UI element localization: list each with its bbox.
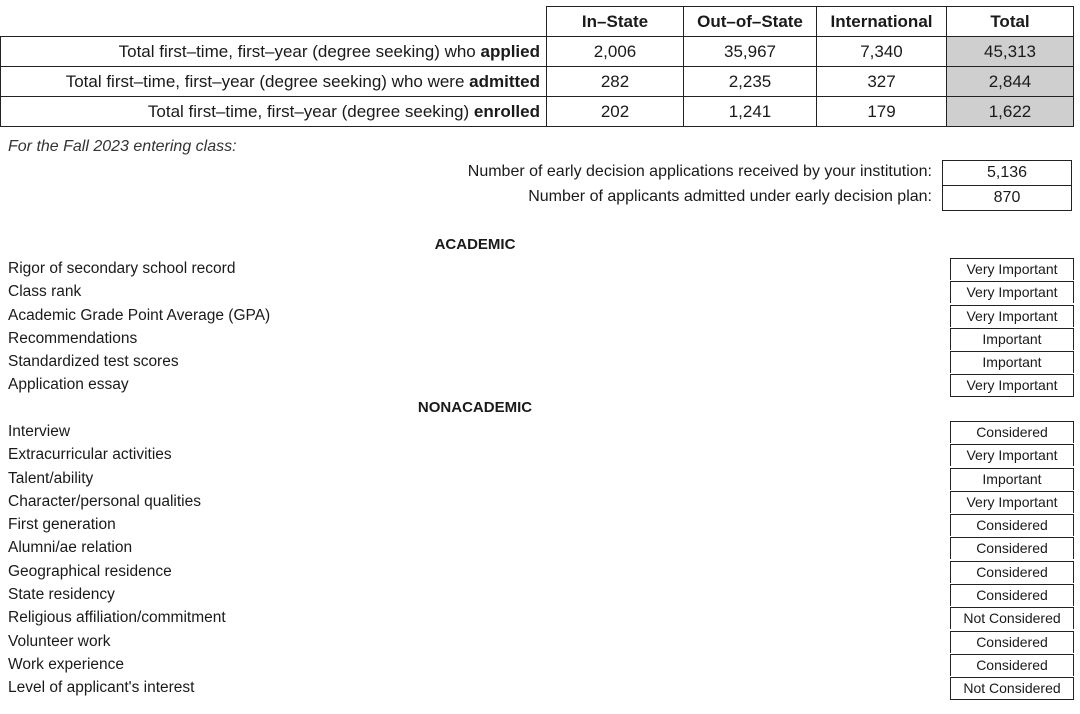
- factor-importance: Considered: [950, 631, 1074, 653]
- cell-applied-total: 45,313: [947, 37, 1074, 67]
- factor-importance: Considered: [950, 421, 1074, 443]
- factor-name: Standardized test scores: [8, 353, 179, 371]
- nonacademic-section-title: NONACADEMIC: [417, 399, 533, 416]
- cell-applied-in-state: 2,006: [547, 37, 684, 67]
- factor-name: Geographical residence: [8, 562, 172, 580]
- academic-section-title: ACADEMIC: [434, 236, 516, 253]
- row-label-enrolled: [1, 97, 547, 127]
- factor-importance: Important: [950, 328, 1074, 350]
- factor-importance: Considered: [950, 537, 1074, 559]
- academic-factor-list: [0, 258, 1074, 398]
- cell-enrolled-in-state: 202: [547, 97, 684, 127]
- factor-name: First generation: [8, 516, 116, 534]
- summary-row-enrolled: [1, 97, 1074, 127]
- list-item: [0, 468, 1074, 491]
- factor-importance: Very Important: [950, 258, 1074, 280]
- list-item: [0, 351, 1074, 374]
- factor-importance: Very Important: [950, 374, 1074, 397]
- factor-name: Class rank: [8, 283, 82, 301]
- factor-name: Work experience: [8, 655, 125, 673]
- list-item: [0, 444, 1074, 467]
- cell-enrolled-international: 179: [817, 97, 947, 127]
- factor-name: State residency: [8, 586, 115, 604]
- list-item: [0, 584, 1074, 607]
- list-item: [0, 258, 1074, 281]
- factor-name: Extracurricular activities: [8, 446, 172, 464]
- cell-admitted-in-state: 282: [547, 67, 684, 97]
- factor-importance: Considered: [950, 654, 1074, 676]
- list-item: [0, 328, 1074, 351]
- factor-name: Alumni/ae relation: [8, 539, 133, 557]
- factor-name: Character/personal qualities: [8, 492, 201, 510]
- cell-enrolled-out-of-state: 1,241: [684, 97, 817, 127]
- factor-name: Interview: [8, 423, 71, 440]
- list-item: [0, 281, 1074, 304]
- list-item: [0, 631, 1074, 654]
- factor-name: Volunteer work: [8, 632, 111, 650]
- factor-name: Application essay: [8, 376, 129, 394]
- factor-importance: Very Important: [950, 305, 1074, 327]
- factor-importance: Considered: [950, 584, 1074, 606]
- entering-class-caption: For the Fall 2023 entering class:: [8, 138, 237, 155]
- row-label-emphasis: enrolled: [473, 101, 540, 121]
- list-item: [0, 421, 1074, 444]
- cell-admitted-international: 327: [817, 67, 947, 97]
- summary-header-row: [1, 7, 1074, 37]
- cell-enrolled-total: 1,622: [947, 97, 1074, 127]
- early-decision-admitted-label: Number of applicants admitted under early decision plan:: [528, 188, 932, 205]
- row-label-prefix: Total first–time, first–year (degree seeking) who: [118, 41, 481, 61]
- factor-name: Academic Grade Point Average (GPA): [8, 306, 271, 324]
- factor-name: Religious affiliation/commitment: [8, 609, 226, 627]
- row-label-emphasis: admitted: [469, 71, 540, 91]
- early-decision-received-value: 5,136: [942, 160, 1072, 186]
- cell-applied-international: 7,340: [817, 37, 947, 67]
- row-label-applied: [1, 37, 547, 67]
- early-decision-received-label: Number of early decision applications received by your institution:: [467, 163, 932, 180]
- early-decision-received-row: [0, 160, 1072, 186]
- list-item: [0, 654, 1074, 677]
- header-total: Total: [947, 7, 1074, 37]
- factor-importance: Important: [950, 351, 1074, 373]
- nonacademic-factor-list: [0, 421, 1074, 701]
- list-item: [0, 537, 1074, 560]
- factor-importance: Considered: [950, 514, 1074, 536]
- cell-applied-out-of-state: 35,967: [684, 37, 817, 67]
- header-international: International: [817, 7, 947, 37]
- early-decision-admitted-row: [0, 185, 1072, 211]
- row-label-admitted: [1, 67, 547, 97]
- factor-importance: Not Considered: [950, 677, 1074, 700]
- early-decision-admitted-value: 870: [942, 185, 1072, 211]
- factor-importance: Very Important: [950, 491, 1074, 513]
- summary-header-blank: [1, 7, 547, 37]
- factor-name: Rigor of secondary school record: [8, 260, 236, 277]
- cell-admitted-total: 2,844: [947, 67, 1074, 97]
- list-item: [0, 305, 1074, 328]
- list-item: [0, 561, 1074, 584]
- factor-importance: Not Considered: [950, 607, 1074, 629]
- factor-name: Level of applicant's interest: [8, 679, 195, 697]
- factor-importance: Very Important: [950, 444, 1074, 466]
- applications-summary-table: [0, 6, 1074, 127]
- cell-admitted-out-of-state: 2,235: [684, 67, 817, 97]
- header-in-state: In–State: [547, 7, 684, 37]
- row-label-prefix: Total first–time, first–year (degree seeking): [147, 101, 474, 121]
- summary-row-applied: [1, 37, 1074, 67]
- factor-importance: Very Important: [950, 281, 1074, 303]
- summary-row-admitted: [1, 67, 1074, 97]
- header-out-of-state: Out–of–State: [684, 7, 817, 37]
- list-item: [0, 491, 1074, 514]
- factor-name: Recommendations: [8, 329, 138, 347]
- row-label-prefix: Total first–time, first–year (degree seeking) who were: [65, 71, 470, 91]
- list-item: [0, 677, 1074, 700]
- row-label-emphasis: applied: [480, 41, 540, 61]
- list-item: [0, 374, 1074, 397]
- list-item: [0, 514, 1074, 537]
- factor-importance: Considered: [950, 561, 1074, 583]
- factor-importance: Important: [950, 468, 1074, 490]
- factor-name: Talent/ability: [8, 469, 94, 487]
- list-item: [0, 607, 1074, 630]
